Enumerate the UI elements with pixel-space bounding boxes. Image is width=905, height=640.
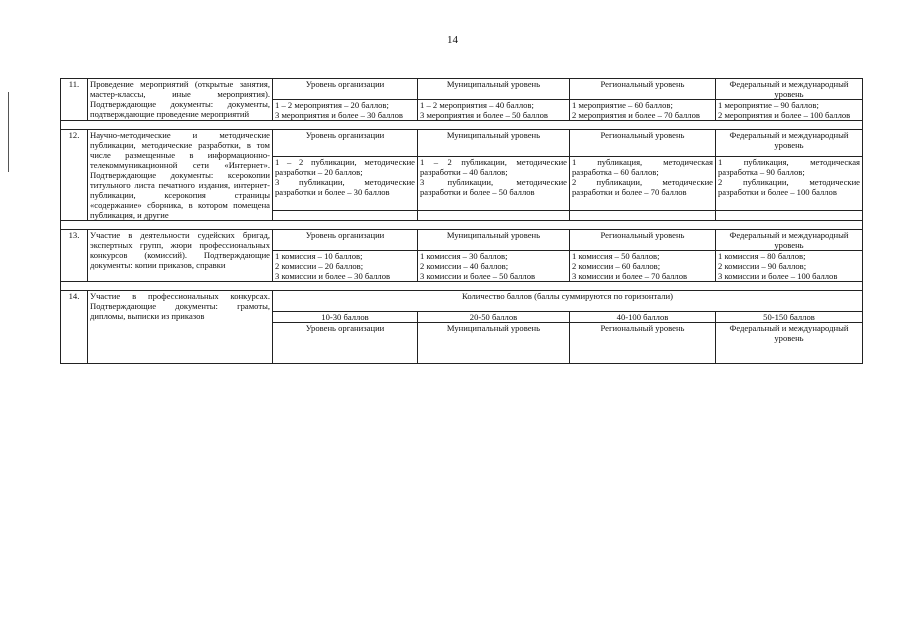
level-header: Уровень организации: [273, 130, 418, 157]
points-line: 2 мероприятия и более – 70 баллов: [572, 110, 700, 120]
level-header: Региональный уровень: [570, 230, 716, 251]
points-line: 3 мероприятия и более – 30 баллов: [275, 110, 403, 120]
criteria-row: [61, 291, 863, 312]
page-number: 14: [447, 34, 458, 46]
points-line: 1 мероприятие – 90 баллов;: [718, 100, 819, 110]
points-line: 2 публикации, методические разработки и более – 70 баллов: [572, 177, 713, 198]
points-line: 2 мероприятия и более – 100 баллов: [718, 110, 851, 120]
points-line: 1 комиссия – 50 баллов;: [572, 251, 660, 261]
points-cell: [570, 157, 716, 211]
points-line: 3 комиссии и более – 70 баллов: [572, 271, 688, 281]
level-header: Региональный уровень: [570, 79, 716, 100]
row-number: 13.: [61, 230, 88, 282]
empty-cell: [418, 211, 570, 221]
row-number: 14.: [61, 291, 88, 364]
level-header: Муниципальный уровень: [418, 230, 570, 251]
points-range: 50-150 баллов: [716, 312, 863, 323]
points-line: 3 комиссии и более – 30 баллов: [275, 271, 391, 281]
points-line: 1 мероприятие – 60 баллов;: [572, 100, 673, 110]
level-header: Уровень организации: [273, 230, 418, 251]
points-line: 2 комиссии – 40 баллов;: [420, 261, 509, 271]
level-header: Федеральный и международный уровень: [716, 130, 863, 157]
row-description: Проведение мероприятий (открытые занятия, мастер-классы, иные мероприятия). Подтверждающие документы: документы, подтверждающие проведение мероприятий: [88, 79, 273, 121]
criteria-row: [61, 79, 863, 100]
criteria-row: [61, 130, 863, 157]
level-header: Уровень организации: [273, 323, 418, 364]
points-line: 1 комиссия – 80 баллов;: [718, 251, 806, 261]
points-line: 3 комиссии и более – 100 баллов: [718, 271, 838, 281]
level-header: Федеральный и международный уровень: [716, 79, 863, 100]
level-header: Муниципальный уровень: [418, 323, 570, 364]
points-cell: [418, 157, 570, 211]
points-cell: [418, 251, 570, 282]
points-line: 3 публикации, методические разработки и более – 30 баллов: [275, 177, 415, 198]
points-summary-header: Количество баллов (баллы суммируются по горизонтали): [273, 291, 863, 312]
empty-cell: [273, 211, 418, 221]
points-cell: [273, 100, 418, 121]
points-range: 10-30 баллов: [273, 312, 418, 323]
points-cell: [418, 100, 570, 121]
points-line: 2 комиссии – 20 баллов;: [275, 261, 364, 271]
empty-cell: [716, 211, 863, 221]
points-line: 1 – 2 мероприятия – 40 баллов;: [420, 100, 534, 110]
level-header: Федеральный и международный уровень: [716, 323, 863, 364]
points-line: 3 мероприятия и более – 50 баллов: [420, 110, 548, 120]
empty-cell: [570, 211, 716, 221]
points-line: 1 – 2 публикации, методические разработки – 20 баллов;: [275, 157, 415, 178]
points-line: 3 публикации, методические разработки и более – 50 баллов: [420, 177, 567, 198]
points-line: 1 публикация, методическая разработка – 60 баллов;: [572, 157, 713, 178]
row-number: 12.: [61, 130, 88, 221]
row-description: Участие в деятельности судейских бригад, экспертных групп, жюри профессиональных конкурсов (комиссий). Подтверждающие документы: копии приказов, справки: [88, 230, 273, 282]
points-line: 1 комиссия – 30 баллов;: [420, 251, 508, 261]
row-description: Научно-методические и методические публикации, методические разработки, в том числе размещенные в информационно-телекоммуникационной сети «Интернет». Подтверждающие документы: ксерокопии титульного листа печатного издания, интернет-публикации, ксерокопия страницы «содержание» сборника, в котором помещена публикация, и другие: [88, 130, 273, 221]
section-gap: [61, 121, 863, 130]
points-line: 1 – 2 мероприятия – 20 баллов;: [275, 100, 389, 110]
level-header: Уровень организации: [273, 79, 418, 100]
points-cell: [570, 100, 716, 121]
points-range: 40-100 баллов: [570, 312, 716, 323]
points-range: 20-50 баллов: [418, 312, 570, 323]
margin-line: [8, 92, 9, 172]
points-cell: [570, 251, 716, 282]
points-cell: [273, 251, 418, 282]
points-line: 2 публикации, методические разработки и более – 100 баллов: [718, 177, 860, 198]
level-header: Муниципальный уровень: [418, 130, 570, 157]
points-cell: [716, 100, 863, 121]
row-description: Участие в профессиональных конкурсах. Подтверждающие документы: грамоты, дипломы, выписки из приказов: [88, 291, 273, 364]
level-header: Региональный уровень: [570, 323, 716, 364]
criteria-row: [61, 230, 863, 251]
points-line: 3 комиссии и более – 50 баллов: [420, 271, 536, 281]
points-cell: [716, 157, 863, 211]
points-line: 1 комиссия – 10 баллов;: [275, 251, 363, 261]
row-number: 11.: [61, 79, 88, 121]
level-header: Федеральный и международный уровень: [716, 230, 863, 251]
points-line: 2 комиссии – 90 баллов;: [718, 261, 807, 271]
points-cell: [273, 157, 418, 211]
level-header: Муниципальный уровень: [418, 79, 570, 100]
criteria-table-body: [61, 79, 863, 364]
level-header: Региональный уровень: [570, 130, 716, 157]
points-line: 1 публикация, методическая разработка – 90 баллов;: [718, 157, 860, 178]
criteria-table: [60, 78, 863, 364]
points-cell: [716, 251, 863, 282]
section-gap: [61, 282, 863, 291]
points-line: 1 – 2 публикации, методические разработки – 40 баллов;: [420, 157, 567, 178]
points-line: 2 комиссии – 60 баллов;: [572, 261, 661, 271]
section-gap: [61, 221, 863, 230]
